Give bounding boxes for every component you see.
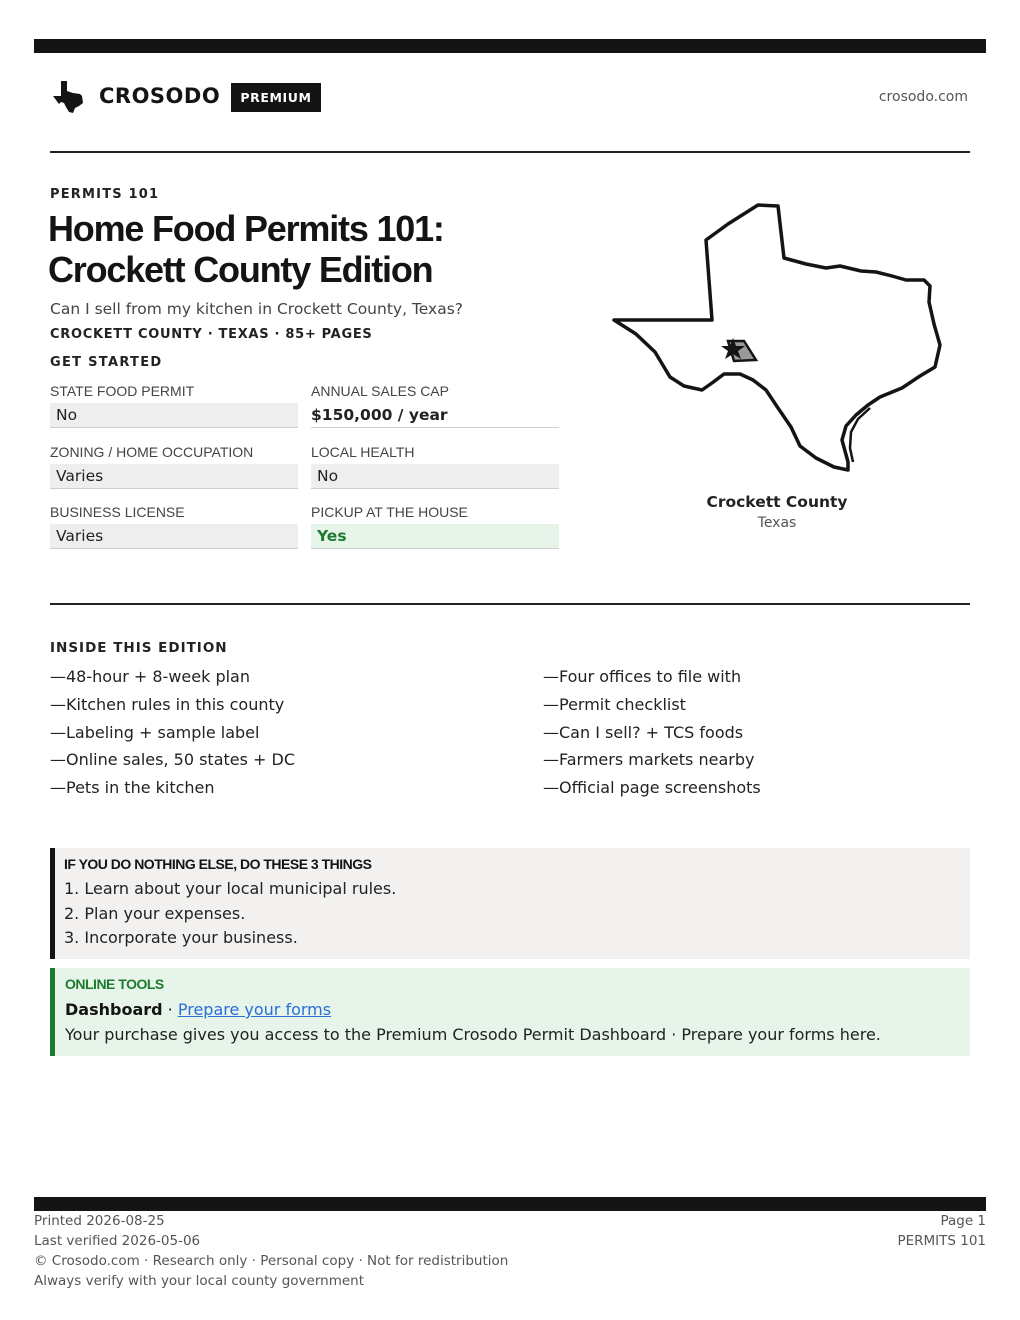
- list-item: —Pets in the kitchen: [50, 778, 215, 798]
- field-annual-sales-cap: [311, 383, 559, 428]
- field-label: STATE FOOD PERMIT: [50, 383, 195, 399]
- list-item: —Online sales, 50 states + DC: [50, 750, 296, 770]
- separator: ·: [162, 1000, 178, 1019]
- footer-section: PERMITS 101: [897, 1233, 986, 1249]
- footer-right: [897, 1211, 986, 1251]
- dashboard-label: Dashboard: [65, 1000, 163, 1019]
- field-label: ZONING / HOME OCCUPATION: [50, 444, 254, 460]
- field-value: No: [311, 464, 559, 489]
- get-started-heading: GET STARTED: [50, 355, 163, 370]
- three-things-callout: [50, 848, 970, 959]
- field-value: $150,000 / year: [311, 403, 559, 428]
- field-label: LOCAL HEALTH: [311, 444, 415, 460]
- copyright-notice: © Crosodo.com · Research only · Personal copy · Not for redistribution: [34, 1253, 509, 1269]
- field-business-license: [50, 504, 298, 549]
- callout-title: IF YOU DO NOTHING ELSE, DO THESE 3 THINGS: [64, 856, 372, 872]
- premium-badge: PREMIUM: [231, 83, 321, 112]
- contents-list-right: [543, 666, 983, 805]
- field-label: ANNUAL SALES CAP: [311, 383, 449, 399]
- online-tools-callout: [50, 968, 970, 1056]
- page-number: Page 1: [940, 1213, 986, 1229]
- page-title: [48, 208, 608, 290]
- list-item: —Labeling + sample label: [50, 722, 260, 742]
- field-pickup: [311, 504, 559, 549]
- callout-title: ONLINE TOOLS: [65, 976, 164, 992]
- map-state-name: Texas: [757, 515, 797, 531]
- field-zoning: [50, 444, 298, 489]
- bottom-bar: [34, 1197, 986, 1211]
- field-value: Varies: [50, 524, 298, 549]
- list-item: —48-hour + 8-week plan: [50, 667, 250, 686]
- list-item: —Can I sell? + TCS foods: [543, 722, 744, 742]
- dashboard-description: Your purchase gives you access to the Premium Crosodo Permit Dashboard · Prepare your forms here.: [65, 1025, 881, 1044]
- field-value: Varies: [50, 464, 298, 489]
- section-eyebrow: PERMITS 101: [50, 187, 160, 202]
- callout-item: 1. Learn about your local municipal rules.: [64, 879, 397, 898]
- field-label: PICKUP AT THE HOUSE: [311, 504, 468, 520]
- field-local-health: [311, 444, 559, 489]
- title-line-2: Crockett County Edition: [48, 249, 433, 290]
- header-divider: [50, 151, 970, 153]
- map-county-name: Crockett County: [706, 493, 848, 511]
- field-value: No: [50, 403, 298, 428]
- list-item: —Permit checklist: [543, 694, 686, 714]
- field-label: BUSINESS LICENSE: [50, 504, 185, 520]
- texas-state-icon: [52, 80, 88, 114]
- page-subtitle: Can I sell from my kitchen in Crockett County, Texas?: [50, 300, 463, 318]
- footer-left: [34, 1211, 508, 1291]
- section-divider: [50, 603, 970, 605]
- site-url[interactable]: crosodo.com: [878, 89, 968, 105]
- list-item: —Farmers markets nearby: [543, 750, 755, 770]
- field-state-food-permit: [50, 383, 298, 428]
- list-item: —Kitchen rules in this county: [50, 694, 285, 714]
- header: [50, 76, 970, 120]
- contents-list-left: [50, 666, 490, 805]
- list-item: —Official page screenshots: [543, 778, 761, 798]
- dashboard-line: [65, 999, 970, 1021]
- printed-date: Printed 2026-08-25: [34, 1213, 165, 1229]
- edition-meta: CROCKETT COUNTY · TEXAS · 85+ PAGES: [50, 327, 373, 342]
- title-line-1: Home Food Permits 101:: [48, 208, 444, 249]
- list-item: —Four offices to file with: [543, 667, 742, 686]
- verified-date: Last verified 2026-05-06: [34, 1233, 201, 1249]
- callout-item: 3. Incorporate your business.: [64, 928, 298, 947]
- brand-name: CROSODO: [99, 84, 221, 108]
- top-bar: [34, 39, 986, 53]
- callout-item: 2. Plan your expenses.: [64, 903, 246, 923]
- inside-edition-heading: INSIDE THIS EDITION: [50, 640, 228, 656]
- prepare-forms-link[interactable]: Prepare your forms: [177, 1000, 332, 1019]
- texas-outline-icon: [608, 200, 948, 480]
- verify-note: Always verify with your local county government: [34, 1273, 364, 1289]
- texas-map: [608, 200, 948, 480]
- field-value: Yes: [311, 524, 559, 549]
